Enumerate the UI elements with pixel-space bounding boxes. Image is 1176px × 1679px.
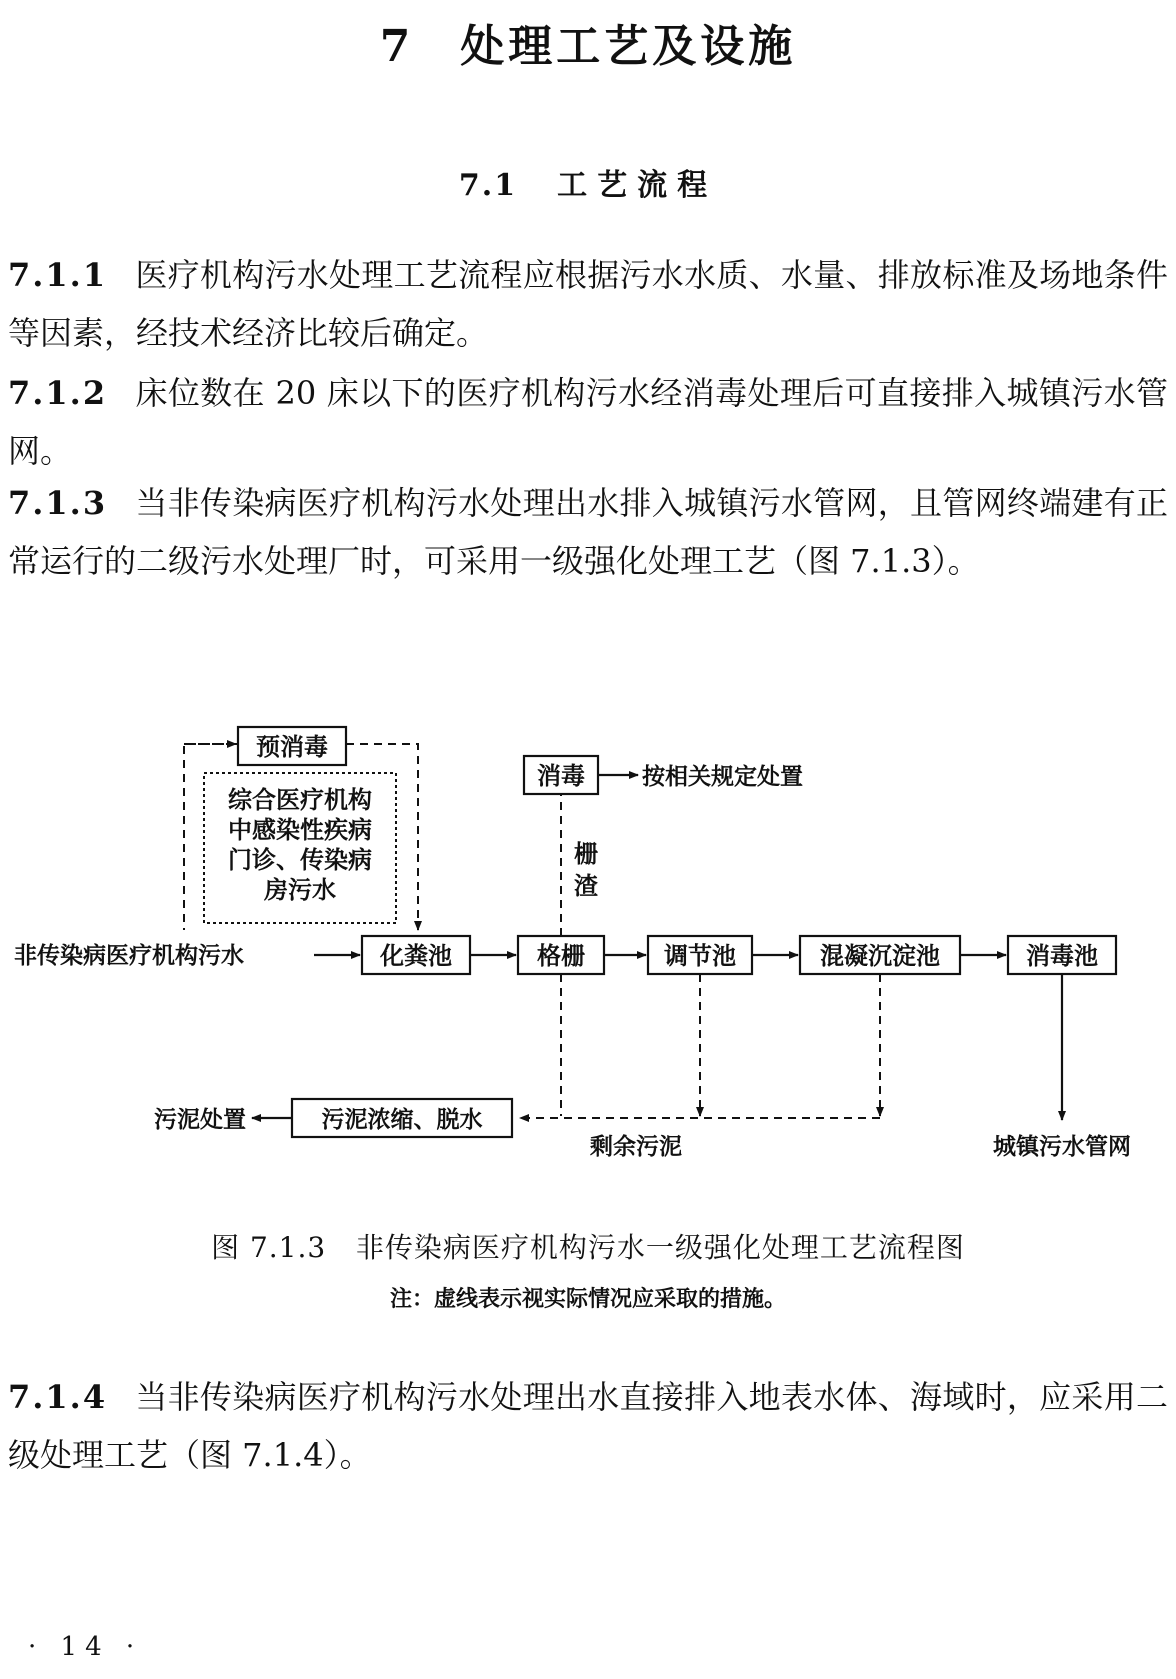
clause-number: 7.1.2 [8, 374, 108, 412]
city-sewer-label: 城镇污水管网 [993, 1134, 1131, 1160]
disinfect-label: 消毒 [537, 762, 585, 790]
infectious-source-line-3: 门诊、传染病 [228, 846, 372, 874]
figure-note: 注：虚线表示视实际情况应采取的措施。 [389, 1287, 786, 1312]
figure-caption-text: 非传染病医疗机构污水一级强化处理工艺流程图 [355, 1231, 965, 1264]
sludge-disposal-label: 污泥处置 [154, 1107, 246, 1133]
figure-caption-number: 图 7.1.3 [211, 1231, 327, 1264]
septic-tank-label: 化粪池 [380, 942, 452, 970]
infectious-source-line-2: 中感染性疾病 [228, 816, 372, 844]
surplus-sludge-label: 剩余污泥 [590, 1134, 682, 1160]
clause-number: 7.1.4 [8, 1378, 108, 1416]
screenings-label-2: 渣 [574, 872, 598, 900]
section-title [0, 160, 1176, 204]
clause-7-1-3 [8, 474, 1168, 590]
chapter-title [0, 10, 1176, 74]
chapter-title-text: 处理工艺及设施 [460, 21, 797, 72]
section-title-text: 工艺流程 [557, 168, 718, 203]
chapter-number: 7 [379, 21, 415, 72]
pre-disinfect-label: 预消毒 [256, 733, 328, 761]
clause-text: 床位数在 20 床以下的医疗机构污水经消毒处理后可直接排入城镇污水管网。 [8, 374, 1168, 470]
clause-text: 当非传染病医疗机构污水处理出水直接排入地表水体、海域时，应采用二级处理工艺（图 7.1.4）。 [8, 1378, 1168, 1474]
main-source-label: 非传染病医疗机构污水 [14, 943, 244, 969]
clause-7-1-2 [8, 364, 1168, 480]
regulating-tank-label: 调节池 [664, 942, 736, 970]
page-number: · 14 · [28, 1632, 143, 1662]
screen-label: 格栅 [537, 942, 585, 970]
clause-text: 医疗机构污水处理工艺流程应根据污水水质、水量、排放标准及场地条件等因素，经技术经济比较后确定。 [8, 256, 1168, 352]
sludge-thicken-label: 污泥浓缩、脱水 [321, 1107, 483, 1133]
clause-7-1-4 [8, 1368, 1168, 1484]
infectious-source-line-4: 房污水 [264, 876, 336, 904]
coag-sed-tank-label: 混凝沉淀池 [820, 942, 940, 970]
figure-caption [0, 1226, 1176, 1266]
infectious-source-line-1: 综合医疗机构 [228, 786, 372, 814]
disinfect-tank-label: 消毒池 [1026, 942, 1098, 970]
process-flow-diagram [0, 700, 1176, 1200]
disposal-rule-label: 按相关规定处置 [642, 764, 803, 790]
clause-7-1-1 [8, 246, 1168, 362]
screenings-label-1: 栅 [574, 840, 598, 868]
section-number: 7.1 [458, 168, 518, 203]
clause-number: 7.1.1 [8, 256, 108, 294]
clause-text: 当非传染病医疗机构污水处理出水排入城镇污水管网，且管网终端建有正常运行的二级污水处理厂时，可采用一级强化处理工艺（图 7.1.3）。 [8, 484, 1168, 580]
clause-number: 7.1.3 [8, 484, 108, 522]
